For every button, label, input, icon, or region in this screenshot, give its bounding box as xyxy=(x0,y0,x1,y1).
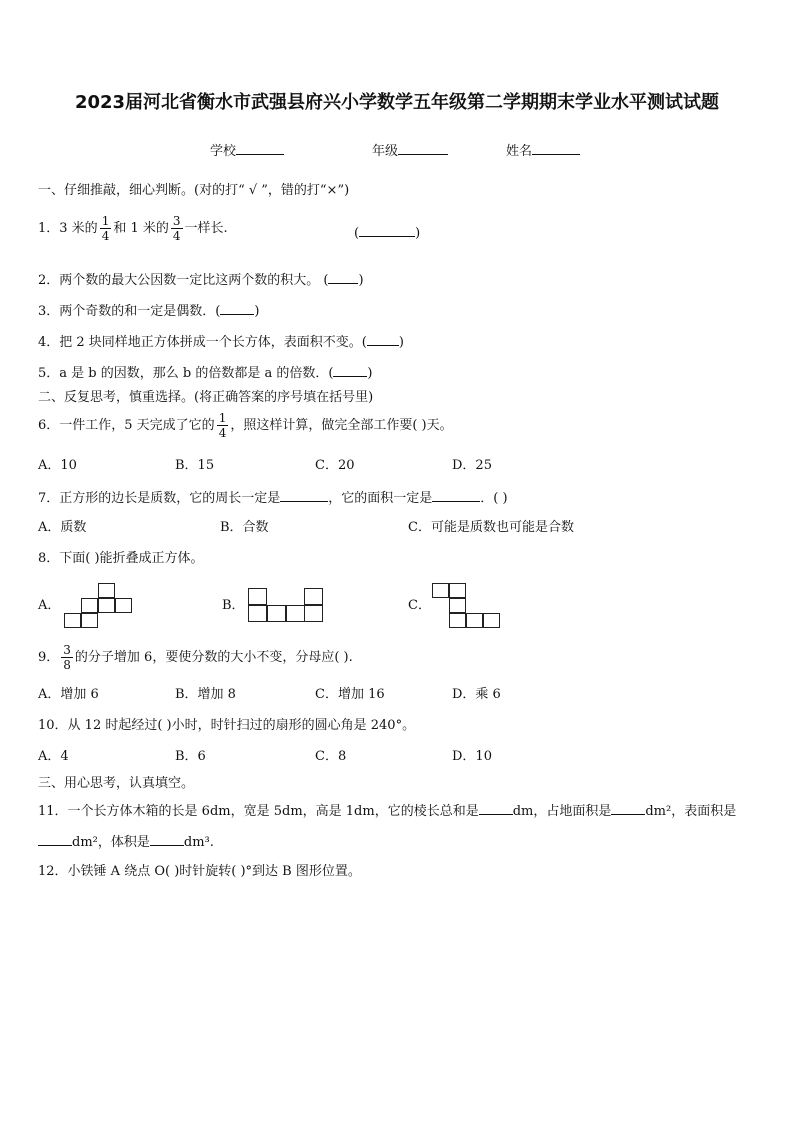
q10-option-a[interactable]: A．4 xyxy=(38,749,69,764)
fraction-1-4: $\frac{1}{4}$ xyxy=(101,214,110,243)
school-label: 学校 xyxy=(210,144,237,159)
q7-area-blank[interactable] xyxy=(432,489,480,502)
page-title: 2023届河北省衡水市武强县府兴小学数学五年级第二学期期末学业水平测试试题 xyxy=(74,92,720,113)
q9-option-d[interactable]: D．乘 6 xyxy=(452,687,501,702)
q5-answer-blank[interactable] xyxy=(333,364,367,377)
school-field[interactable] xyxy=(210,142,284,160)
question-8: 8．下面( )能折叠成正方体。 xyxy=(38,551,204,566)
q11-volume-blank[interactable] xyxy=(150,833,184,846)
q11-surface-blank[interactable] xyxy=(38,833,72,846)
section-1-heading: 一、仔细推敲，细心判断。(对的打“ √ ”，错的打“×”) xyxy=(38,183,350,198)
q7-option-c[interactable]: C．可能是质数也可能是合数 xyxy=(408,520,574,535)
question-3: 3．两个奇数的和一定是偶数．( ) xyxy=(38,304,260,319)
school-blank[interactable] xyxy=(236,142,284,155)
name-field[interactable] xyxy=(506,142,580,160)
q11-edge-sum-blank[interactable] xyxy=(479,802,513,815)
q10-option-b[interactable]: B．6 xyxy=(175,749,206,764)
question-6: 6．一件工作，5 天完成了它的 $\frac{1}{4}$ ，照这样计算，做完全部工作要( )天。 xyxy=(38,411,453,440)
q6-option-c[interactable]: C．20 xyxy=(315,458,355,473)
q4-answer-blank[interactable] xyxy=(367,333,399,346)
q1-answer-blank[interactable] xyxy=(359,224,415,237)
fraction-3-4: $\frac{3}{4}$ xyxy=(172,214,181,243)
question-1: 1．3 米的 $\frac{1}{4}$ 和 1 米的 $\frac{3}{4}$ 一样长. xyxy=(38,214,228,243)
q9-option-a[interactable]: A．增加 6 xyxy=(38,687,99,702)
name-label: 姓名 xyxy=(506,144,533,159)
question-2: 2．两个数的最大公因数一定比这两个数的积大。 ( ) xyxy=(38,273,364,288)
q10-option-d[interactable]: D．10 xyxy=(452,749,492,764)
q8-option-b[interactable]: B． xyxy=(222,598,245,613)
question-9: 9． $\frac{3}{8}$ 的分子增加 6，要使分数的大小不变，分母应( ). xyxy=(38,643,353,672)
q7-option-a[interactable]: A．质数 xyxy=(38,520,87,535)
name-blank[interactable] xyxy=(532,142,580,155)
q9-option-c[interactable]: C．增加 16 xyxy=(315,687,385,702)
q6-option-a[interactable]: A．10 xyxy=(38,458,77,473)
grade-label: 年级 xyxy=(372,144,399,159)
grade-blank[interactable] xyxy=(398,142,448,155)
question-12: 12．小铁锤 A 绕点 O( )时针旋转( )°到达 B 图形位置。 xyxy=(38,864,361,879)
question-11-line-2: dm²，体积是 dm³. xyxy=(38,833,214,851)
question-7: 7．正方形的边长是质数，它的周长一定是 ，它的面积一定是 ．( ) xyxy=(38,491,508,506)
q11-floor-area-blank[interactable] xyxy=(611,802,645,815)
q8-option-c[interactable]: C． xyxy=(408,598,431,613)
fraction-1-4-q6: $\frac{1}{4}$ xyxy=(218,411,227,440)
question-11-line-1: 11．一个长方体木箱的长是 6dm，宽是 5dm，高是 1dm，它的棱长总和是 dm，占地面积是 dm²，表面积是 xyxy=(38,804,737,819)
question-4: 4．把 2 块同样地正方体拼成一个长方体，表面积不变。( ) xyxy=(38,335,404,350)
q6-option-b[interactable]: B．15 xyxy=(175,458,215,473)
q6-option-d[interactable]: D．25 xyxy=(452,458,492,473)
q10-option-c[interactable]: C．8 xyxy=(315,749,347,764)
q1-answer-paren[interactable]: ( ) xyxy=(354,226,421,241)
section-2-heading: 二、反复思考，慎重选择。(将正确答案的序号填在括号里) xyxy=(38,390,374,405)
q2-answer-blank[interactable] xyxy=(328,271,358,284)
q3-answer-blank[interactable] xyxy=(220,302,254,315)
q7-perimeter-blank[interactable] xyxy=(280,489,328,502)
section-3-heading: 三、用心思考，认真填空。 xyxy=(38,776,195,791)
grade-field[interactable] xyxy=(372,142,448,160)
q8-option-a[interactable]: A． xyxy=(38,598,61,613)
question-5: 5．a 是 b 的因数，那么 b 的倍数都是 a 的倍数．( ) xyxy=(38,366,373,381)
question-10: 10．从 12 时起经过( )小时，时针扫过的扇形的圆心角是 240°。 xyxy=(38,718,416,733)
q9-option-b[interactable]: B．增加 8 xyxy=(175,687,236,702)
q7-option-b[interactable]: B．合数 xyxy=(220,520,269,535)
fraction-3-8: $\frac{3}{8}$ xyxy=(63,643,71,672)
